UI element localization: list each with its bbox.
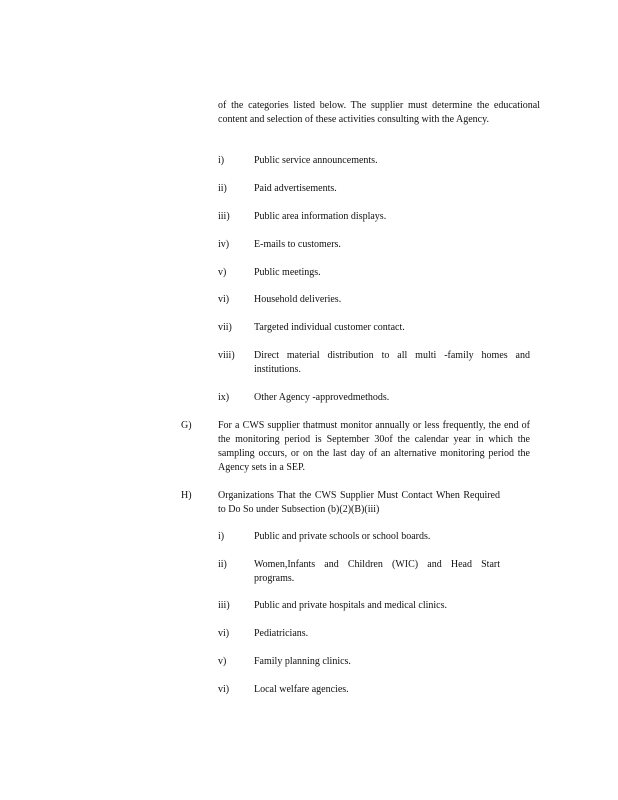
section-letter: H) bbox=[181, 490, 192, 501]
list-item-number: viii) bbox=[218, 350, 235, 361]
list-item-number: v) bbox=[218, 656, 227, 667]
list-item-number: i) bbox=[218, 155, 225, 166]
list-item-number: iii) bbox=[218, 600, 230, 611]
intro-paragraph: of the categories listed below. The supplier must determine the educational content and selection of these activities consulting with the Agency. bbox=[218, 100, 540, 125]
list-item bbox=[218, 627, 540, 641]
list-item bbox=[218, 321, 540, 335]
list-item-text: Women,Infants and Children (WIC) and Head Start programs. bbox=[254, 559, 500, 584]
list-item-text: Public service announcements. bbox=[254, 155, 378, 166]
list-item-number: vi) bbox=[218, 628, 230, 639]
list-item-text: Household deliveries. bbox=[254, 294, 342, 305]
section-letter: G) bbox=[181, 420, 192, 431]
section-heading: Organizations That the CWS Supplier Must Contact When Required to Do So under Subsection (b)(2)(B)(iii) bbox=[218, 490, 500, 515]
list-item-number: vii) bbox=[218, 322, 232, 333]
list-item bbox=[218, 349, 540, 377]
list-item-text: Paid advertisements. bbox=[254, 183, 337, 194]
list-item-text: Public area information displays. bbox=[254, 211, 387, 222]
list-item bbox=[218, 182, 540, 196]
list-item-text: Targeted individual customer contact. bbox=[254, 322, 405, 333]
list-item-text: E-mails to customers. bbox=[254, 239, 341, 250]
list-item-text: Family planning clinics. bbox=[254, 656, 351, 667]
list-item bbox=[218, 558, 540, 586]
list-item bbox=[218, 266, 540, 280]
list-item-text: Direct material distribution to all multi -family homes and institutions. bbox=[254, 350, 530, 375]
section-text: For a CWS supplier thatmust monitor annually or less frequently, the end of the monitoring period is September 30of the calendar year in which the sampling occurs, or on the last day of an alternative monitoring period the Agency sets in a SEP. bbox=[218, 420, 530, 473]
list-item-number: iv) bbox=[218, 239, 230, 250]
list-item-number: iii) bbox=[218, 211, 230, 222]
list-item bbox=[218, 154, 540, 168]
section-h bbox=[181, 489, 540, 517]
list-item-number: i) bbox=[218, 531, 225, 542]
list-item bbox=[218, 293, 540, 307]
list-item-number: ii) bbox=[218, 183, 227, 194]
list-item bbox=[218, 238, 540, 252]
list-item-number: vi) bbox=[218, 684, 230, 695]
list-item-text: Public meetings. bbox=[254, 267, 321, 278]
list-item-number: vi) bbox=[218, 294, 230, 305]
list-item-text: Pediatricians. bbox=[254, 628, 309, 639]
section-g bbox=[181, 419, 540, 475]
list-item-number: ii) bbox=[218, 559, 227, 570]
list-item bbox=[218, 210, 540, 224]
list-item-text: Other Agency -approvedmethods. bbox=[254, 392, 390, 403]
list-item bbox=[218, 599, 540, 613]
list-item bbox=[218, 391, 540, 405]
list-item-text: Local welfare agencies. bbox=[254, 684, 349, 695]
list-item-text: Public and private hospitals and medical clinics. bbox=[254, 600, 448, 611]
list-item bbox=[218, 683, 540, 697]
list-item-number: v) bbox=[218, 267, 227, 278]
list-item bbox=[218, 530, 540, 544]
list-item-number: ix) bbox=[218, 392, 230, 403]
list-item bbox=[218, 655, 540, 669]
list-item-text: Public and private schools or school boards. bbox=[254, 531, 431, 542]
